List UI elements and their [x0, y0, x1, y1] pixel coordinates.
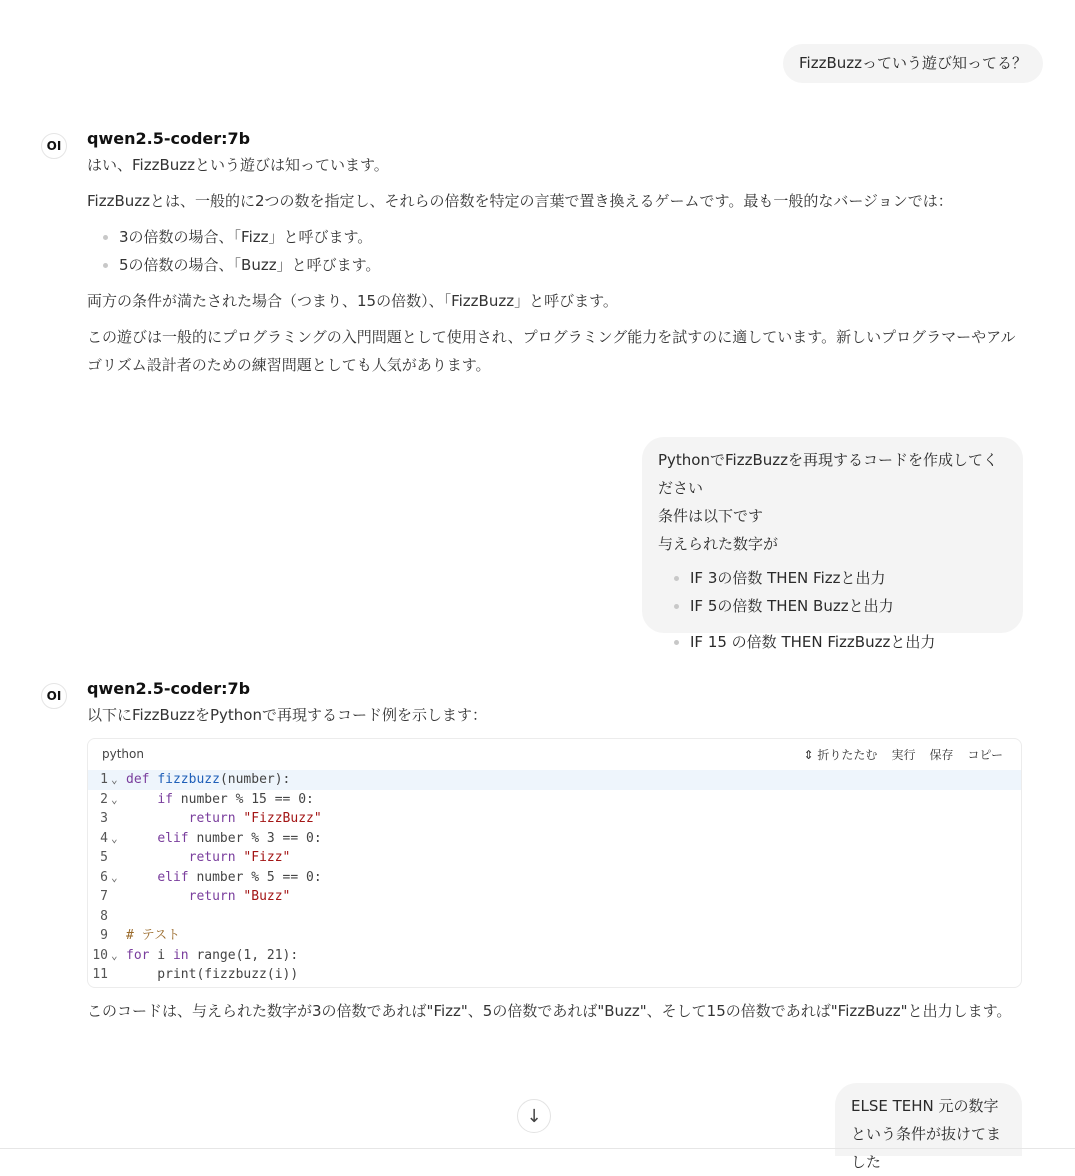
- user-message: [642, 437, 1023, 651]
- code-line: 10 ⌄ for i in range(1, 21):: [88, 946, 1021, 966]
- list-item: • IF 3の倍数 THEN Fizzと出力: [690, 564, 1007, 592]
- list-item: • IF 15 の倍数 THEN FizzBuzzと出力: [690, 628, 1007, 656]
- assistant-paragraph: FizzBuzzとは、一般的に2つの数を指定し、それらの倍数を特定の言葉で置き換えるゲームです。最も一般的なバージョンでは：: [87, 192, 953, 210]
- divider: [0, 1148, 1075, 1149]
- chevron-updown-icon: ⇕: [803, 748, 814, 762]
- code-line: 6 ⌄ elif number % 5 == 0:: [88, 868, 1021, 888]
- user-message-list: [658, 564, 1007, 656]
- list-item: • 3の倍数の場合、「Fizz」と呼びます。: [119, 223, 1027, 251]
- user-message-line: 与えられた数字が: [658, 535, 779, 553]
- code-block: [87, 738, 1022, 988]
- code-line: 2 ⌄ if number % 15 == 0:: [88, 790, 1021, 810]
- save-button[interactable]: 保存: [929, 748, 954, 762]
- code-line: 3 return "FizzBuzz": [100, 811, 322, 826]
- code-line: 1 ⌄ def fizzbuzz(number):: [88, 770, 1021, 790]
- user-message-line: PythonでFizzBuzzを再現するコードを作成してください: [658, 451, 998, 497]
- chevron-down-icon[interactable]: ⌄: [111, 792, 118, 806]
- code-line: 8: [100, 908, 108, 924]
- code-line: 11 print(fizzbuzz(i)): [92, 967, 299, 982]
- assistant-paragraph: 両方の条件が満たされた場合（つまり、15の倍数）、「FizzBuzz」と呼びます。: [87, 292, 618, 310]
- assistant-paragraph: この遊びは一般的にプログラミングの入門問題として使用され、プログラミング能力を試すのに適しています。新しいプログラマーやアルゴリズム設計者のための練習問題としても人気があります。: [87, 328, 1016, 374]
- chevron-down-icon[interactable]: ⌄: [111, 870, 118, 884]
- assistant-paragraph: はい、FizzBuzzという遊びは知っています。: [87, 156, 389, 174]
- user-message: [783, 44, 1043, 83]
- code-line: 5 return "Fizz": [100, 850, 291, 865]
- assistant-message: [87, 997, 1027, 1033]
- code-line: 7 return "Buzz": [100, 889, 291, 904]
- user-message: [835, 1083, 1022, 1171]
- list-item: • 5の倍数の場合、「Buzz」と呼びます。: [119, 251, 1027, 279]
- user-message-line: ELSE TEHN 元の数字: [851, 1097, 999, 1115]
- model-avatar: OI: [41, 133, 67, 159]
- model-avatar: OI: [41, 683, 67, 709]
- user-message-line: という条件が抜けてました: [851, 1125, 1002, 1171]
- code-toolbar: [804, 746, 1003, 763]
- run-button[interactable]: 実行: [891, 748, 916, 762]
- code-language: python: [102, 747, 144, 761]
- chevron-down-icon[interactable]: ⌄: [111, 948, 118, 962]
- copy-button[interactable]: コピー: [967, 748, 1003, 762]
- arrow-down-icon: ↓: [526, 1105, 542, 1127]
- model-name: qwen2.5-coder:7b: [87, 129, 251, 148]
- model-name: qwen2.5-coder:7b: [87, 679, 251, 698]
- assistant-list: [87, 223, 1027, 279]
- chevron-down-icon[interactable]: ⌄: [111, 773, 118, 786]
- code-line: 9 # テスト: [100, 928, 181, 943]
- scroll-down-button[interactable]: [517, 1099, 551, 1133]
- user-message-text: FizzBuzzっていう遊び知ってる？: [799, 54, 1027, 72]
- user-message-line: 条件は以下です: [658, 507, 764, 525]
- assistant-message: [87, 151, 1027, 387]
- chevron-down-icon[interactable]: ⌄: [111, 831, 118, 845]
- assistant-message: [87, 701, 1027, 737]
- code-line: 4 ⌄ elif number % 3 == 0:: [88, 829, 1021, 849]
- assistant-paragraph: 以下にFizzBuzzをPythonで再現するコード例を示します：: [87, 706, 487, 724]
- assistant-paragraph: このコードは、与えられた数字が3の倍数であれば"Fizz"、5の倍数であれば"Buzz"、そして15の倍数であれば"FizzBuzz"と出力します。: [87, 1002, 1012, 1020]
- collapse-button[interactable]: ⇕ 折りたたむ: [803, 748, 878, 762]
- code-editor[interactable]: [88, 770, 1021, 985]
- list-item: • IF 5の倍数 THEN Buzzと出力: [690, 592, 1007, 620]
